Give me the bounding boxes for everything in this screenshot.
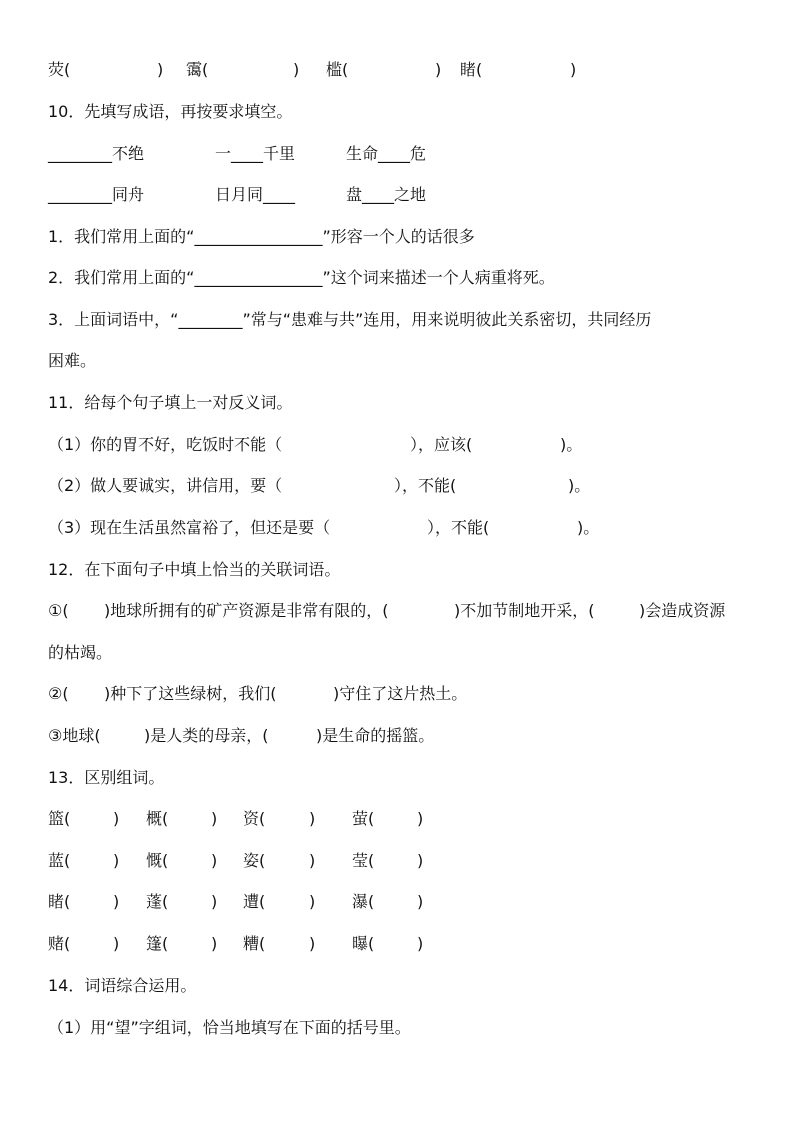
word-r0-4: 睹( [460, 60, 483, 79]
paren-r0-2[interactable]: ) [293, 60, 300, 79]
q13-r2-p1[interactable]: ) [113, 851, 120, 870]
q13-r3-p3[interactable]: ) [309, 892, 316, 911]
q12-l2-c[interactable]: )守住了这片热土。 [333, 684, 468, 703]
q12-l1-d[interactable]: )会造成资源 [639, 601, 726, 620]
q11-l3-c[interactable]: )。 [577, 518, 600, 537]
q13-r2-w2: 慨( [146, 851, 169, 870]
idiom-2[interactable]: 一____千里 [215, 144, 296, 163]
q13-r2-w4: 莹( [352, 851, 375, 870]
q12-l3-a: ③地球( [48, 726, 101, 745]
q10-sub2[interactable]: 2．我们常用上面的“________________”这个词来描述一个人病重将死。 [48, 268, 555, 287]
idiom-6[interactable]: 盘____之地 [346, 185, 427, 204]
q14-sub: （1）用“望”字组词，恰当地填写在下面的括号里。 [48, 1018, 411, 1037]
q13-r4-p3[interactable]: ) [309, 934, 316, 953]
q13-title: 13．区别组词。 [48, 768, 165, 787]
q10-sub3[interactable]: 3．上面词语中，“________”常与“患难与共”连用，用来说明彼此关系密切，共同经历 [48, 310, 652, 329]
q13-r4-w2: 篷( [146, 934, 169, 953]
q12-l2-b[interactable]: )种下了这些绿树，我们( [104, 684, 277, 703]
q13-r3-p2[interactable]: ) [211, 892, 218, 911]
q12-l2-a: ②( [48, 684, 69, 703]
paren-r0-4[interactable]: ) [570, 60, 577, 79]
q11-l1-a: （1）你的胃不好，吃饭时不能（ [48, 435, 283, 454]
idiom-5[interactable]: 日月同____ [215, 185, 296, 204]
q13-r4-w1: 赌( [48, 934, 71, 953]
q10-sub1[interactable]: 1．我们常用上面的“________________”形容一个人的话很多 [48, 227, 475, 246]
q11-l2-a: （2）做人要诚实，讲信用，要（ [48, 476, 283, 495]
q13-r4-p1[interactable]: ) [113, 934, 120, 953]
q13-r3-w1: 睹( [48, 892, 71, 911]
q13-r1-w2: 概( [146, 809, 169, 828]
q13-r1-w4: 萤( [352, 809, 375, 828]
q14-title: 14．词语综合运用。 [48, 976, 197, 995]
q13-r4-w4: 曝( [352, 934, 375, 953]
q13-r1-p3[interactable]: ) [309, 809, 316, 828]
q11-l2-c[interactable]: )。 [568, 476, 591, 495]
paren-r0-1[interactable]: ) [157, 60, 164, 79]
q11-l1-b[interactable]: ），应该( [410, 435, 473, 454]
idiom-3[interactable]: 生命____危 [346, 144, 427, 163]
q13-r1-p2[interactable]: ) [211, 809, 218, 828]
word-r0-1: 荧( [48, 60, 71, 79]
q13-r4-p4[interactable]: ) [417, 934, 424, 953]
q13-r3-w4: 瀑( [352, 892, 375, 911]
q10-title: 10．先填写成语，再按要求填空。 [48, 102, 293, 121]
q11-l2-b[interactable]: ），不能( [394, 476, 457, 495]
idiom-4[interactable]: ________同舟 [48, 185, 145, 204]
q11-l3-b[interactable]: ），不能( [427, 518, 490, 537]
q13-r4-p2[interactable]: ) [211, 934, 218, 953]
q13-r3-p1[interactable]: ) [113, 892, 120, 911]
q12-l3-c[interactable]: )是生命的摇篮。 [316, 726, 435, 745]
q13-r3-w2: 蓬( [146, 892, 169, 911]
q12-l1-cont: 的枯竭。 [48, 643, 113, 662]
q13-r2-w3: 姿( [243, 851, 266, 870]
q12-title: 12．在下面句子中填上恰当的关联词语。 [48, 560, 341, 579]
q13-r2-p2[interactable]: ) [211, 851, 218, 870]
q13-r1-p4[interactable]: ) [417, 809, 424, 828]
q13-r2-p4[interactable]: ) [417, 851, 424, 870]
q12-l1-b[interactable]: )地球所拥有的矿产资源是非常有限的，( [104, 601, 389, 620]
word-r0-2: 霭( [186, 60, 209, 79]
idiom-1[interactable]: ________不绝 [48, 144, 145, 163]
q10-sub3-cont: 困难。 [48, 351, 97, 370]
q13-r1-p1[interactable]: ) [113, 809, 120, 828]
word-r0-3: 槛( [326, 60, 349, 79]
q13-r1-w3: 资( [243, 809, 266, 828]
q11-l1-c[interactable]: )。 [560, 435, 583, 454]
q13-r4-w3: 糟( [243, 934, 266, 953]
q11-l3-a: （3）现在生活虽然富裕了，但还是要（ [48, 518, 331, 537]
q12-l1-a: ①( [48, 601, 69, 620]
q12-l1-c[interactable]: )不加节制地开采，( [454, 601, 595, 620]
paren-r0-3[interactable]: ) [435, 60, 442, 79]
q11-title: 11．给每个句子填上一对反义词。 [48, 393, 293, 412]
q13-r2-w1: 蓝( [48, 851, 71, 870]
q12-l3-b[interactable]: )是人类的母亲，( [144, 726, 269, 745]
q13-r1-w1: 篮( [48, 809, 71, 828]
q13-r2-p3[interactable]: ) [309, 851, 316, 870]
q13-r3-p4[interactable]: ) [417, 892, 424, 911]
q13-r3-w3: 遭( [243, 892, 266, 911]
